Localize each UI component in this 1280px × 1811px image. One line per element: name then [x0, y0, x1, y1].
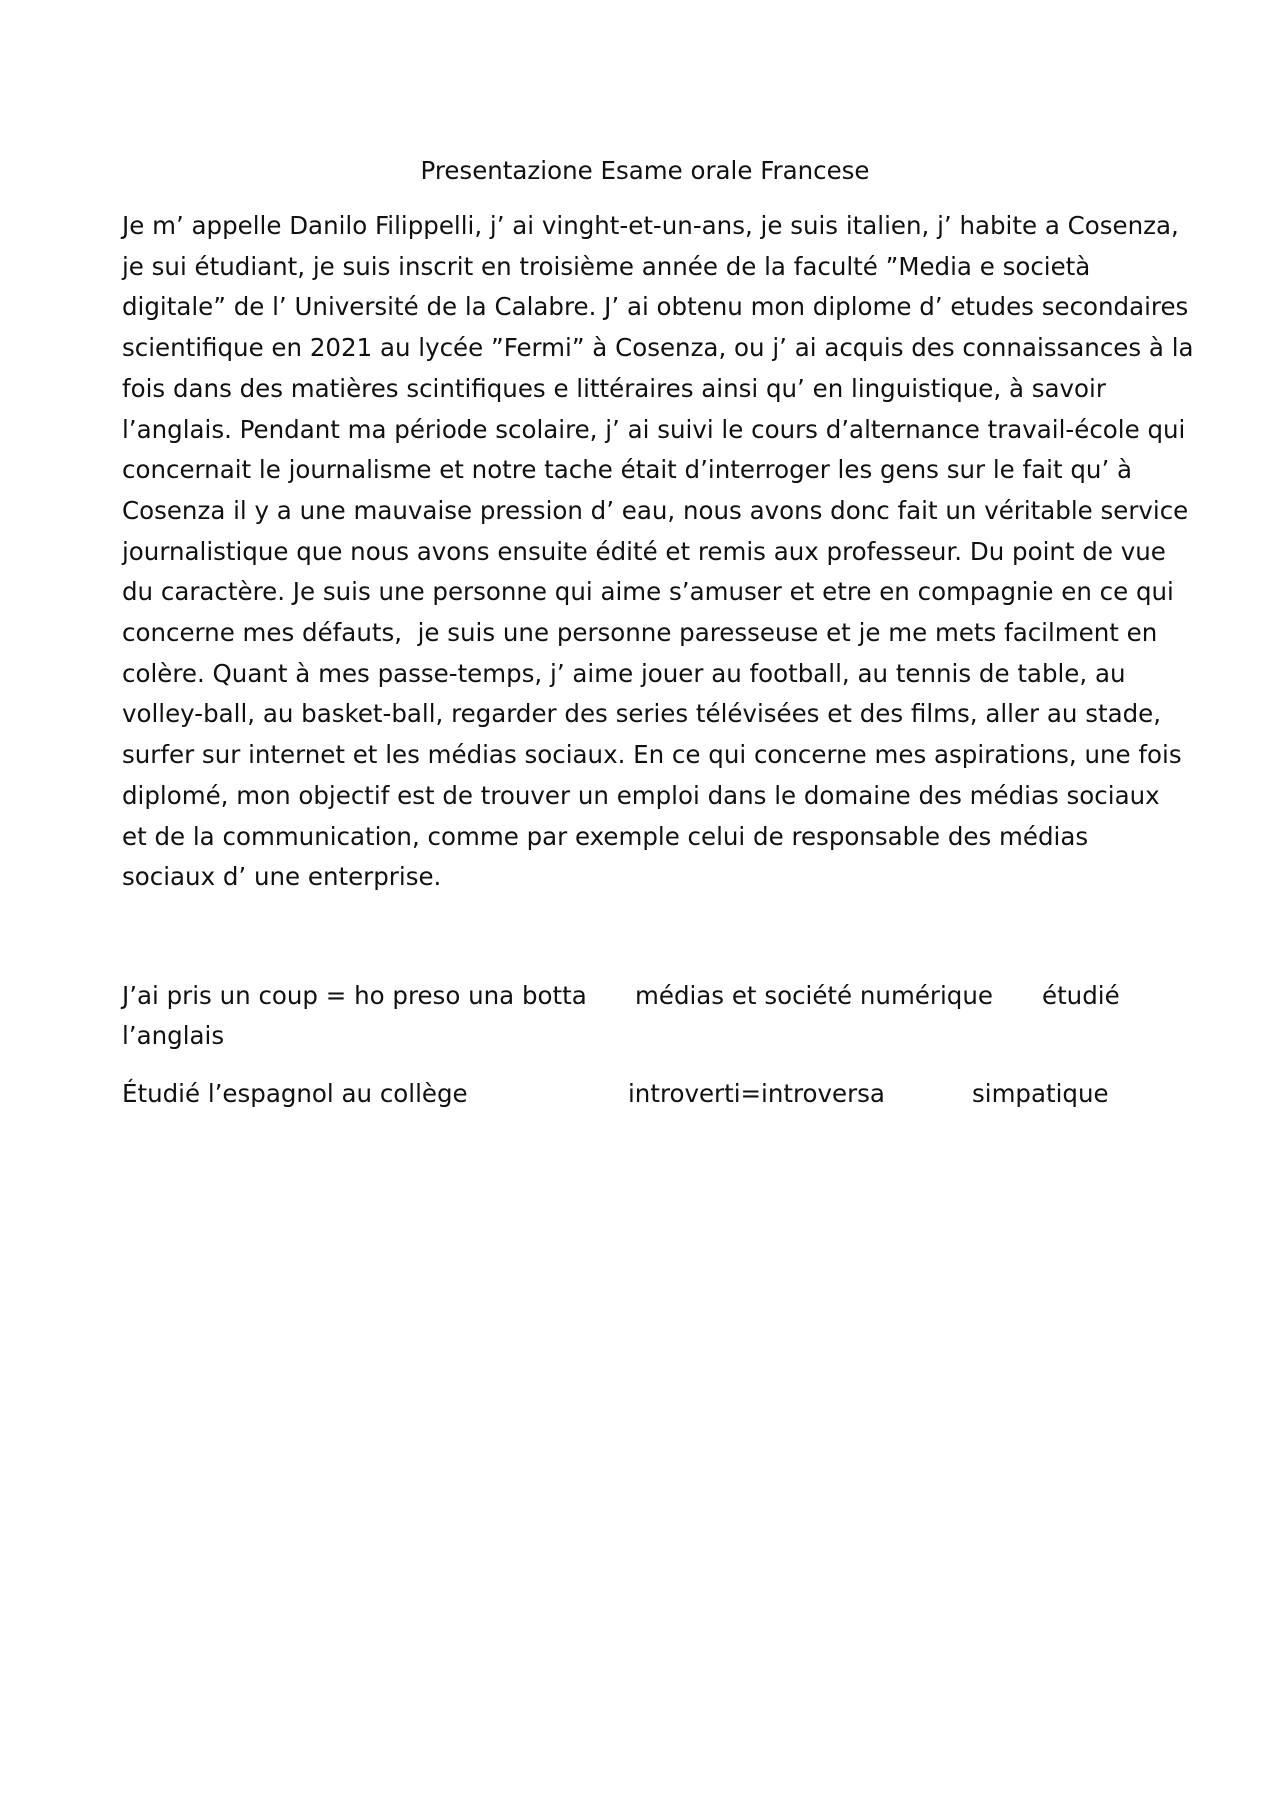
notes-row-2 — [122, 1074, 1182, 1114]
paragraph-line: l’anglais. Pendant ma période scolaire, j’ ai suivi le cours d’alternance travail-école qui — [122, 414, 1186, 444]
paragraph-line: digitale” de l’ Université de la Calabre. J’ ai obtenu mon diplome d’ etudes secondaires — [122, 292, 1189, 322]
note-item: introverti=introversa — [628, 1079, 885, 1108]
paragraph-line: concerne mes défauts, je suis une personne paresseuse et je me mets facilment en — [122, 618, 1158, 648]
note-item: J’ai pris un coup = ho preso una botta — [122, 981, 587, 1010]
document-title: Presentazione Esame orale Francese — [420, 156, 870, 185]
presentation-paragraph — [122, 206, 1194, 898]
paragraph-line: surfer sur internet et les médias sociaux. En ce qui concerne mes aspirations, une fois — [122, 740, 1182, 770]
paragraph-line: volley-ball, au basket-ball, regarder des series télévisées et des films, aller au stade, — [122, 699, 1162, 729]
paragraph-line: et de la communication, comme par exemple celui de responsable des médias — [122, 821, 1089, 851]
paragraph-line: Je m’ appelle Danilo Filippelli, j’ ai vinght-et-un-ans, je suis italien, j’ habite a Cosenza, — [122, 211, 1179, 240]
paragraph-line: diplomé, mon objectif est de trouver un emploi dans le domaine des médias sociaux — [122, 780, 1160, 810]
note-item: médias et société numérique — [635, 981, 993, 1010]
note-item: Étudié l’espagnol au collège — [122, 1079, 468, 1108]
paragraph-line: je sui étudiant, je suis inscrit en troisième année de la faculté ”Media e società — [122, 251, 1091, 281]
paragraph-line: sociaux d’ une enterprise. — [122, 862, 442, 892]
note-item: étudié — [1042, 981, 1120, 1010]
paragraph-line: concernait le journalisme et notre tache était d’interroger les gens sur le fait qu’ à — [122, 455, 1133, 485]
paragraph-line: Cosenza il y a une mauvaise pression d’ eau, nous avons donc fait un véritable service — [122, 495, 1189, 525]
paragraph-line: journalistique que nous avons ensuite édité et remis aux professeur. Du point de vue — [122, 536, 1166, 566]
paragraph-line: scientifique en 2021 au lycée ”Fermi” à Cosenza, ou j’ ai acquis des connaissances à la — [122, 333, 1194, 363]
paragraph-line: colère. Quant à mes passe-temps, j’ aime jouer au football, au tennis de table, au — [122, 658, 1126, 688]
paragraph-line: du caractère. Je suis une personne qui aime s’amuser et etre en compagnie en ce qui — [122, 577, 1174, 607]
paragraph-line: fois dans des matières scintifiques e littéraires ainsi qu’ en linguistique, à savoir — [122, 373, 1106, 403]
note-item: simpatique — [972, 1079, 1109, 1108]
note-item-continuation: l’anglais — [122, 1021, 225, 1050]
notes-row-1 — [122, 976, 1182, 1056]
